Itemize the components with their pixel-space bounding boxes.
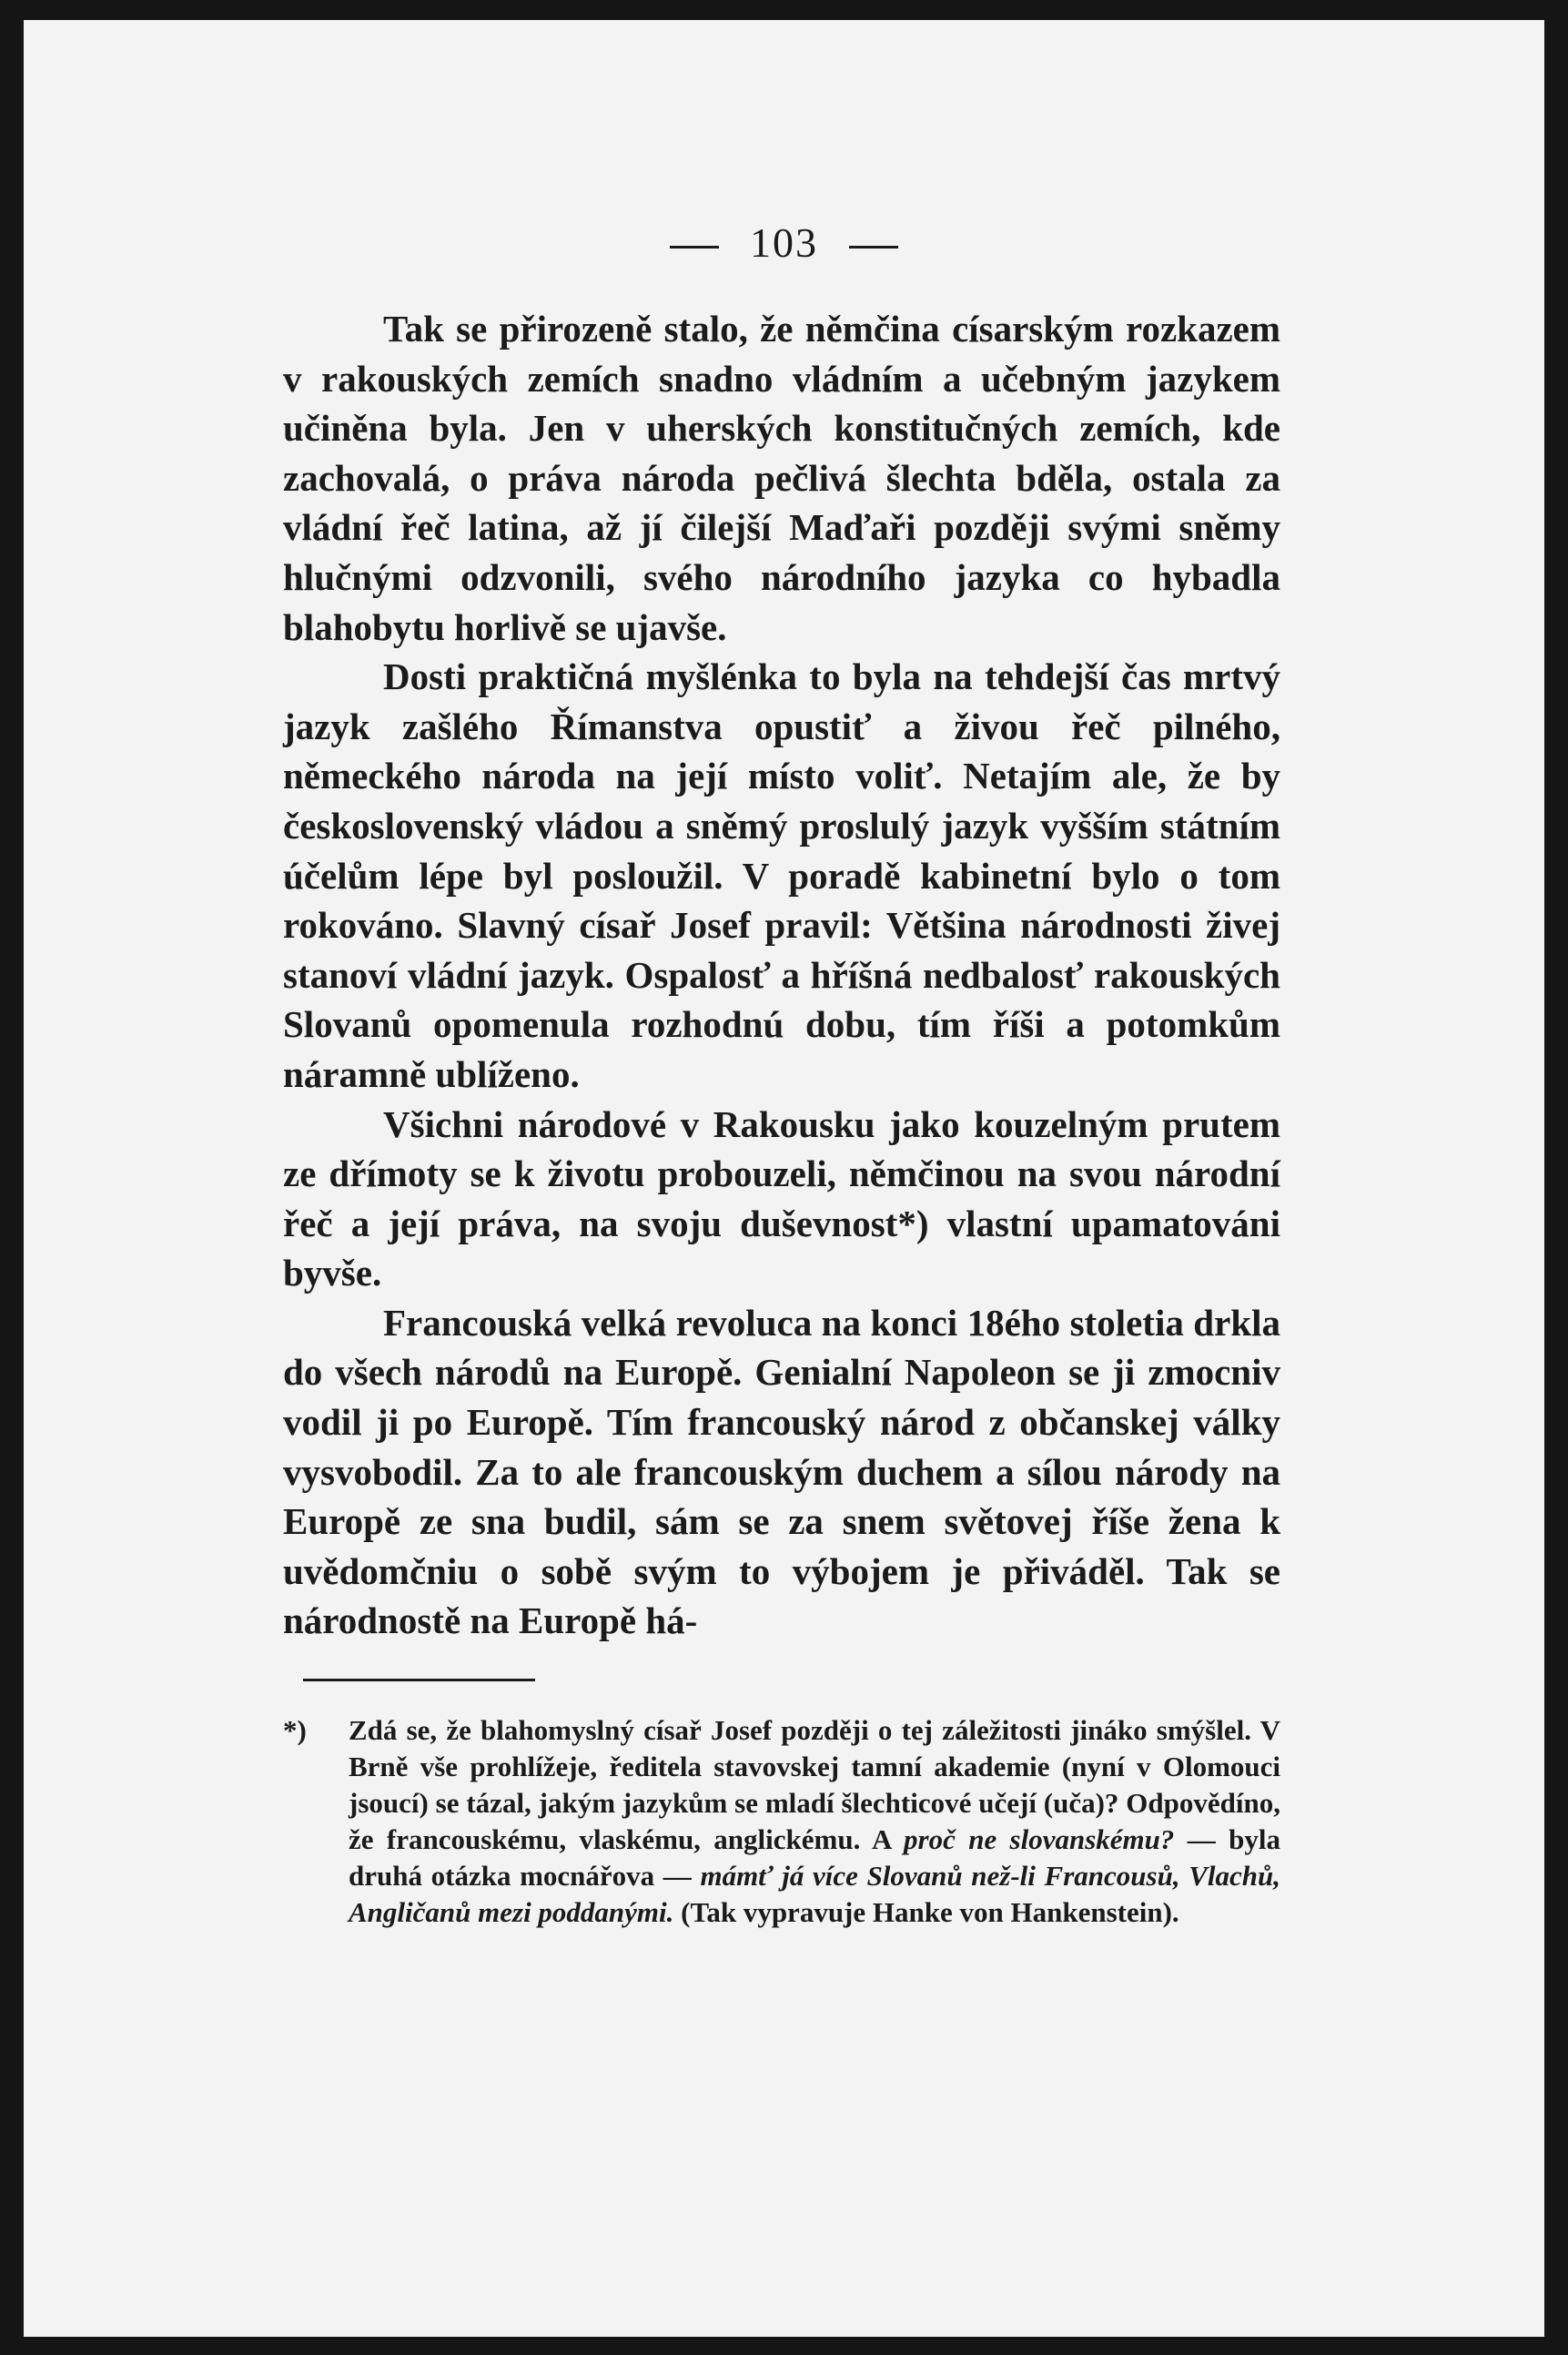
paragraph-3: Všichni národové v Rakousku jako kouzelným prutem ze dřímoty se k životu probouzeli, němčinou na svou národní řeč a její práva, na svoju duševnost*) vlastní upamatováni byvše. — [283, 1102, 1280, 1294]
footnote-italic-2: mámť já více Slovanů než-li Francousů, Vlachů, Angličanů mezi poddanými. — [349, 1860, 1280, 1928]
footnote-text-3: (Tak vypravuje Hanke von Hankenstein). — [681, 1896, 1179, 1928]
paragraph-1: Tak se přirozeně stalo, že němčina císarským rozkazem v rakouských zemích snadno vládním a učebným jazykem učiněna byla. Jen v uherských konstitučných zemích, kde zachovalá, o práva národa pečlivá šlechta bděla, ostala za vládní řeč latina, až jí čilejší Maďaři později svými sněmy hlučnými odzvonili, svého národního jazyka co hybadla blahobytu horlivě se ujavše. — [283, 308, 1280, 648]
paragraph-4: Francouská velká revoluca na konci 18ého stoletia drkla do všech národů na Europě. Genialní Napoleon se ji zmocniv vodil ji po Europě. Tím francouský národ z občanskej války vysvobodil. Za to ale francouským duchem a sílou národy na Europě ze sna budil, sám se za snem světovej říše žena k uvědomčniu o sobě svým to výbojem je přiváděl. Tak se národnostě na Europě há- — [283, 1301, 1280, 1642]
footnote-marker: *) — [283, 1714, 307, 1746]
main-text — [283, 304, 1280, 1646]
footnote-rule — [303, 1679, 535, 1681]
page-number: 103 — [750, 219, 818, 266]
page-header — [24, 218, 1544, 267]
footnote-text-2: — byla druhá otázka mocnářova — — [349, 1823, 1280, 1892]
footnote-section — [283, 1679, 1280, 1931]
paragraph-2: Dosti praktičná myšlénka to byla na tehdejší čas mrtvý jazyk zašlého Římanstva opustiť a živou řeč pilného, německého národa na její místo voliť. Netajím ale, že by československý vládou a sněmý proslulý jazyk vyšším státním účelům lépe byl posloužil. V poradě kabinetní bylo o tom rokováno. Slavný císař Josef pravil: Většina národnosti živej stanoví vládní jazyk. Ospalosť a hříšná nedbalosť rakouských Slovanů opomenula rozhodnú dobu, tím říši a potomkům náramně ublíženo. — [283, 655, 1280, 1095]
footnote-text-1: Zdá se, že blahomyslný císař Josef později o tej záležitosti jináko smýšlel. V Brně vše prohlížeje, ředitela stavovskej tamní akademie (nyní v Olomouci jsoucí) se tázal, jakým jazykům se mladí šlechticové učejí (uča)? Odpovědíno, že francouskému, vlaskému, anglickému. A — [349, 1714, 1280, 1855]
footnote — [283, 1712, 1280, 1931]
header-dash-left — [670, 246, 719, 249]
book-page — [24, 20, 1544, 2337]
footnote-italic-1: proč ne slovanskému? — [904, 1823, 1175, 1855]
header-dash-right — [849, 246, 898, 249]
